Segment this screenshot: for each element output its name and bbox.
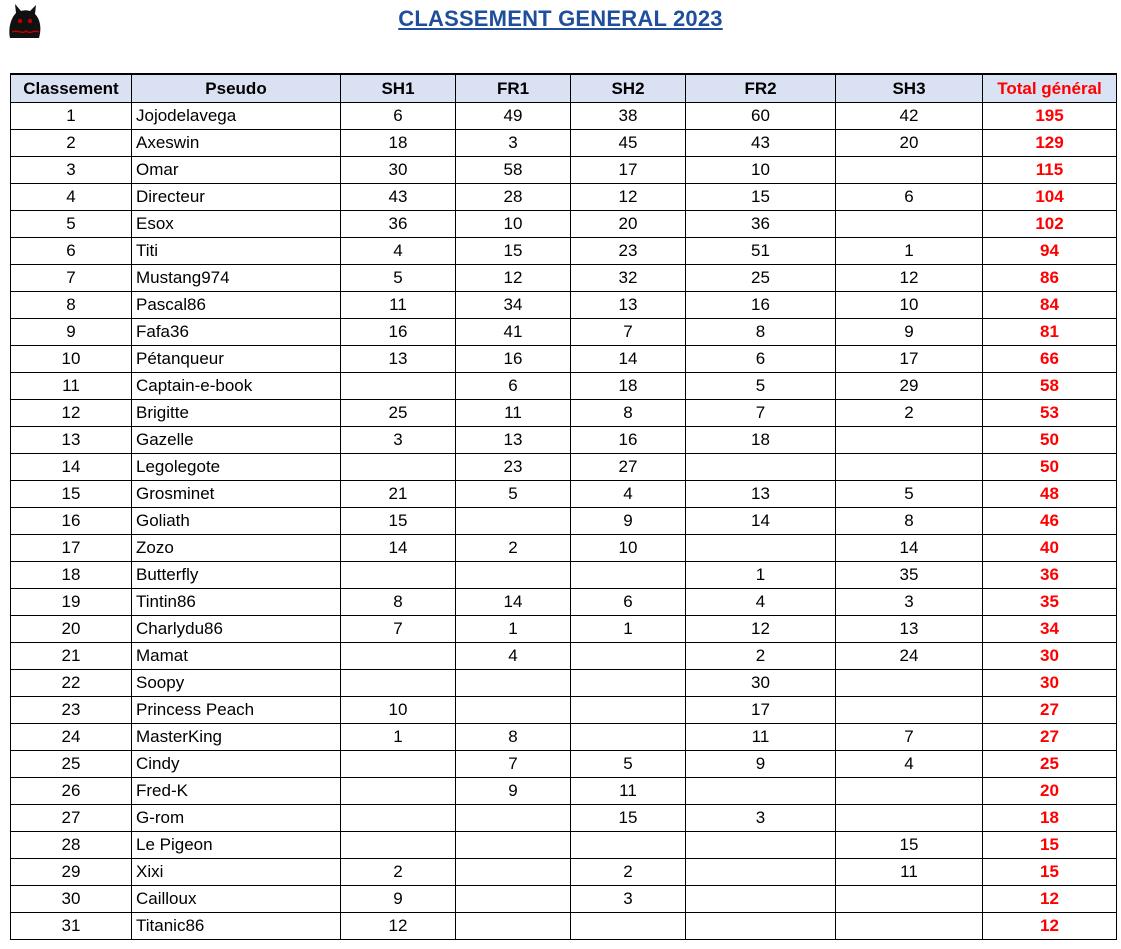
pseudo-cell: Tintin86 <box>132 589 341 616</box>
sh2-cell: 13 <box>571 292 686 319</box>
total-cell: 66 <box>983 346 1117 373</box>
sh2-cell: 5 <box>571 751 686 778</box>
sh1-cell <box>341 562 456 589</box>
sh3-cell <box>836 886 983 913</box>
fr1-cell <box>456 670 571 697</box>
table-row <box>11 130 1117 157</box>
sh2-cell: 14 <box>571 346 686 373</box>
fr2-cell: 3 <box>686 805 836 832</box>
rank-cell: 11 <box>11 373 132 400</box>
sh1-cell: 4 <box>341 238 456 265</box>
fr1-cell: 12 <box>456 265 571 292</box>
rank-cell: 2 <box>11 130 132 157</box>
pseudo-cell: Princess Peach <box>132 697 341 724</box>
pseudo-cell: Goliath <box>132 508 341 535</box>
table-header-row <box>11 74 1117 103</box>
sh3-cell: 7 <box>836 724 983 751</box>
rank-cell: 15 <box>11 481 132 508</box>
sh2-cell: 3 <box>571 886 686 913</box>
table-row <box>11 265 1117 292</box>
fr1-cell: 8 <box>456 724 571 751</box>
total-cell: 46 <box>983 508 1117 535</box>
table-row <box>11 589 1117 616</box>
sh3-cell: 1 <box>836 238 983 265</box>
sh1-cell: 7 <box>341 616 456 643</box>
pseudo-cell: Xixi <box>132 859 341 886</box>
sh2-cell: 9 <box>571 508 686 535</box>
table-row <box>11 643 1117 670</box>
pseudo-cell: Fred-K <box>132 778 341 805</box>
rank-cell: 10 <box>11 346 132 373</box>
fr1-cell <box>456 697 571 724</box>
fr2-cell: 51 <box>686 238 836 265</box>
sh2-cell <box>571 643 686 670</box>
sh3-cell: 4 <box>836 751 983 778</box>
sh3-cell <box>836 454 983 481</box>
sh3-cell <box>836 670 983 697</box>
pseudo-cell: Charlydu86 <box>132 616 341 643</box>
total-cell: 195 <box>983 103 1117 130</box>
sh2-cell: 4 <box>571 481 686 508</box>
sh3-cell: 3 <box>836 589 983 616</box>
sh2-cell <box>571 913 686 940</box>
fr2-cell: 18 <box>686 427 836 454</box>
total-cell: 25 <box>983 751 1117 778</box>
rank-cell: 6 <box>11 238 132 265</box>
fr1-cell <box>456 508 571 535</box>
total-cell: 15 <box>983 832 1117 859</box>
sh3-cell: 2 <box>836 400 983 427</box>
fr2-cell <box>686 886 836 913</box>
fr1-cell: 7 <box>456 751 571 778</box>
fr2-cell: 2 <box>686 643 836 670</box>
fr2-cell: 16 <box>686 292 836 319</box>
total-cell: 30 <box>983 670 1117 697</box>
rank-cell: 31 <box>11 913 132 940</box>
rank-cell: 28 <box>11 832 132 859</box>
pseudo-cell: Le Pigeon <box>132 832 341 859</box>
sh3-cell <box>836 805 983 832</box>
sh2-cell: 45 <box>571 130 686 157</box>
total-cell: 34 <box>983 616 1117 643</box>
sh2-cell: 38 <box>571 103 686 130</box>
pseudo-cell: Soopy <box>132 670 341 697</box>
fr1-cell <box>456 913 571 940</box>
table-row <box>11 670 1117 697</box>
sh1-cell: 25 <box>341 400 456 427</box>
fr2-cell <box>686 778 836 805</box>
rank-cell: 24 <box>11 724 132 751</box>
pseudo-cell: Zozo <box>132 535 341 562</box>
sh3-cell: 5 <box>836 481 983 508</box>
fr2-cell: 25 <box>686 265 836 292</box>
sh2-cell: 8 <box>571 400 686 427</box>
rank-cell: 13 <box>11 427 132 454</box>
sh3-cell: 14 <box>836 535 983 562</box>
pseudo-cell: Butterfly <box>132 562 341 589</box>
rank-cell: 30 <box>11 886 132 913</box>
header-fr1: FR1 <box>456 74 571 103</box>
rank-cell: 5 <box>11 211 132 238</box>
rank-cell: 22 <box>11 670 132 697</box>
rank-cell: 20 <box>11 616 132 643</box>
table-row <box>11 292 1117 319</box>
sh3-cell: 6 <box>836 184 983 211</box>
fr2-cell: 8 <box>686 319 836 346</box>
fr2-cell: 11 <box>686 724 836 751</box>
table-row <box>11 886 1117 913</box>
total-cell: 12 <box>983 886 1117 913</box>
table-row <box>11 913 1117 940</box>
total-cell: 84 <box>983 292 1117 319</box>
total-cell: 115 <box>983 157 1117 184</box>
sh3-cell: 24 <box>836 643 983 670</box>
header-sh2: SH2 <box>571 74 686 103</box>
fr1-cell: 3 <box>456 130 571 157</box>
fr1-cell: 15 <box>456 238 571 265</box>
total-cell: 20 <box>983 778 1117 805</box>
sh1-cell: 13 <box>341 346 456 373</box>
pseudo-cell: Mustang974 <box>132 265 341 292</box>
table-row <box>11 346 1117 373</box>
pseudo-cell: G-rom <box>132 805 341 832</box>
pseudo-cell: Legolegote <box>132 454 341 481</box>
sh3-cell: 15 <box>836 832 983 859</box>
sh2-cell: 12 <box>571 184 686 211</box>
fr2-cell: 43 <box>686 130 836 157</box>
total-cell: 104 <box>983 184 1117 211</box>
fr2-cell: 30 <box>686 670 836 697</box>
sh3-cell: 29 <box>836 373 983 400</box>
pseudo-cell: Omar <box>132 157 341 184</box>
pseudo-cell: Grosminet <box>132 481 341 508</box>
sh3-cell: 11 <box>836 859 983 886</box>
table-row <box>11 184 1117 211</box>
sh2-cell: 17 <box>571 157 686 184</box>
fr1-cell: 49 <box>456 103 571 130</box>
table-row <box>11 805 1117 832</box>
table-row <box>11 400 1117 427</box>
header-total-general: Total général <box>983 74 1117 103</box>
fr2-cell <box>686 859 836 886</box>
sh3-cell: 8 <box>836 508 983 535</box>
table-row <box>11 751 1117 778</box>
fr2-cell: 5 <box>686 373 836 400</box>
fr2-cell: 60 <box>686 103 836 130</box>
rank-cell: 29 <box>11 859 132 886</box>
sh1-cell <box>341 373 456 400</box>
total-cell: 36 <box>983 562 1117 589</box>
sh3-cell: 42 <box>836 103 983 130</box>
table-row <box>11 211 1117 238</box>
header-classement: Classement <box>11 74 132 103</box>
total-cell: 129 <box>983 130 1117 157</box>
fr1-cell: 28 <box>456 184 571 211</box>
fr2-cell: 13 <box>686 481 836 508</box>
sh1-cell <box>341 805 456 832</box>
rank-cell: 14 <box>11 454 132 481</box>
total-cell: 15 <box>983 859 1117 886</box>
sh3-cell: 12 <box>836 265 983 292</box>
fr1-cell: 1 <box>456 616 571 643</box>
sh1-cell: 14 <box>341 535 456 562</box>
rank-cell: 26 <box>11 778 132 805</box>
table-row <box>11 319 1117 346</box>
sh1-cell <box>341 832 456 859</box>
sh1-cell: 3 <box>341 427 456 454</box>
fr2-cell: 14 <box>686 508 836 535</box>
total-cell: 35 <box>983 589 1117 616</box>
fr1-cell <box>456 562 571 589</box>
fr1-cell: 13 <box>456 427 571 454</box>
sh2-cell: 27 <box>571 454 686 481</box>
total-cell: 50 <box>983 427 1117 454</box>
fr2-cell: 15 <box>686 184 836 211</box>
fr1-cell: 16 <box>456 346 571 373</box>
total-cell: 53 <box>983 400 1117 427</box>
pseudo-cell: Directeur <box>132 184 341 211</box>
fr2-cell <box>686 832 836 859</box>
fr1-cell: 10 <box>456 211 571 238</box>
fr2-cell: 6 <box>686 346 836 373</box>
table-row <box>11 373 1117 400</box>
pseudo-cell: Cindy <box>132 751 341 778</box>
sh2-cell <box>571 670 686 697</box>
table-row <box>11 832 1117 859</box>
total-cell: 102 <box>983 211 1117 238</box>
sh1-cell: 5 <box>341 265 456 292</box>
fr1-cell: 9 <box>456 778 571 805</box>
table-row <box>11 103 1117 130</box>
rank-cell: 19 <box>11 589 132 616</box>
pseudo-cell: Gazelle <box>132 427 341 454</box>
sh1-cell <box>341 751 456 778</box>
sh2-cell: 18 <box>571 373 686 400</box>
table-row <box>11 562 1117 589</box>
ranking-rows <box>11 103 1117 940</box>
fr2-cell: 36 <box>686 211 836 238</box>
fr2-cell: 12 <box>686 616 836 643</box>
fr1-cell: 58 <box>456 157 571 184</box>
table-row <box>11 481 1117 508</box>
sh1-cell <box>341 778 456 805</box>
fr1-cell <box>456 832 571 859</box>
ranking-table <box>10 73 1117 940</box>
total-cell: 40 <box>983 535 1117 562</box>
fr1-cell <box>456 886 571 913</box>
table-row <box>11 157 1117 184</box>
sh1-cell: 12 <box>341 913 456 940</box>
pseudo-cell: Pascal86 <box>132 292 341 319</box>
fr2-cell: 10 <box>686 157 836 184</box>
table-row <box>11 616 1117 643</box>
total-cell: 58 <box>983 373 1117 400</box>
sh2-cell <box>571 562 686 589</box>
sh2-cell: 2 <box>571 859 686 886</box>
sh3-cell <box>836 427 983 454</box>
fr2-cell: 1 <box>686 562 836 589</box>
sh1-cell: 43 <box>341 184 456 211</box>
total-cell: 27 <box>983 724 1117 751</box>
table-row <box>11 697 1117 724</box>
sh2-cell: 16 <box>571 427 686 454</box>
total-cell: 86 <box>983 265 1117 292</box>
sh3-cell: 17 <box>836 346 983 373</box>
rank-cell: 3 <box>11 157 132 184</box>
header-sh3: SH3 <box>836 74 983 103</box>
pseudo-cell: Axeswin <box>132 130 341 157</box>
fr1-cell: 6 <box>456 373 571 400</box>
rank-cell: 1 <box>11 103 132 130</box>
sh1-cell: 2 <box>341 859 456 886</box>
table-row <box>11 238 1117 265</box>
sh1-cell: 36 <box>341 211 456 238</box>
fr1-cell: 5 <box>456 481 571 508</box>
rank-cell: 25 <box>11 751 132 778</box>
fr1-cell: 4 <box>456 643 571 670</box>
fr1-cell: 23 <box>456 454 571 481</box>
fr1-cell <box>456 859 571 886</box>
pseudo-cell: Jojodelavega <box>132 103 341 130</box>
sh1-cell: 16 <box>341 319 456 346</box>
total-cell: 81 <box>983 319 1117 346</box>
table-row <box>11 724 1117 751</box>
sh1-cell: 1 <box>341 724 456 751</box>
rank-cell: 16 <box>11 508 132 535</box>
sh2-cell <box>571 832 686 859</box>
sh1-cell: 8 <box>341 589 456 616</box>
sh1-cell: 30 <box>341 157 456 184</box>
rank-cell: 21 <box>11 643 132 670</box>
total-cell: 50 <box>983 454 1117 481</box>
total-cell: 94 <box>983 238 1117 265</box>
sh3-cell <box>836 778 983 805</box>
sh1-cell: 15 <box>341 508 456 535</box>
sh2-cell: 23 <box>571 238 686 265</box>
rank-cell: 17 <box>11 535 132 562</box>
sh1-cell: 6 <box>341 103 456 130</box>
sh2-cell: 32 <box>571 265 686 292</box>
table-row <box>11 535 1117 562</box>
pseudo-cell: Brigitte <box>132 400 341 427</box>
sh3-cell: 9 <box>836 319 983 346</box>
total-cell: 48 <box>983 481 1117 508</box>
sh1-cell: 9 <box>341 886 456 913</box>
total-cell: 18 <box>983 805 1117 832</box>
sh1-cell <box>341 454 456 481</box>
sh1-cell: 10 <box>341 697 456 724</box>
pseudo-cell: Captain-e-book <box>132 373 341 400</box>
sh2-cell: 20 <box>571 211 686 238</box>
sh3-cell <box>836 211 983 238</box>
rank-cell: 7 <box>11 265 132 292</box>
fr1-cell <box>456 805 571 832</box>
table-row <box>11 427 1117 454</box>
sh3-cell: 20 <box>836 130 983 157</box>
rank-cell: 8 <box>11 292 132 319</box>
fr1-cell: 34 <box>456 292 571 319</box>
fr2-cell <box>686 454 836 481</box>
rank-cell: 27 <box>11 805 132 832</box>
sh2-cell: 1 <box>571 616 686 643</box>
sh2-cell: 7 <box>571 319 686 346</box>
table-row <box>11 778 1117 805</box>
fr1-cell: 41 <box>456 319 571 346</box>
fr1-cell: 2 <box>456 535 571 562</box>
total-cell: 27 <box>983 697 1117 724</box>
header-sh1: SH1 <box>341 74 456 103</box>
sh2-cell: 15 <box>571 805 686 832</box>
sh1-cell: 21 <box>341 481 456 508</box>
fr2-cell: 9 <box>686 751 836 778</box>
rank-cell: 4 <box>11 184 132 211</box>
pseudo-cell: Titanic86 <box>132 913 341 940</box>
sh3-cell <box>836 157 983 184</box>
sh1-cell <box>341 643 456 670</box>
fr1-cell: 11 <box>456 400 571 427</box>
header-pseudo: Pseudo <box>132 74 341 103</box>
sh3-cell: 13 <box>836 616 983 643</box>
pseudo-cell: Mamat <box>132 643 341 670</box>
sh3-cell <box>836 913 983 940</box>
sh1-cell: 11 <box>341 292 456 319</box>
fr2-cell <box>686 913 836 940</box>
sh3-cell: 35 <box>836 562 983 589</box>
pseudo-cell: Fafa36 <box>132 319 341 346</box>
pseudo-cell: Cailloux <box>132 886 341 913</box>
fr2-cell: 17 <box>686 697 836 724</box>
sh1-cell <box>341 670 456 697</box>
fr1-cell: 14 <box>456 589 571 616</box>
pseudo-cell: MasterKing <box>132 724 341 751</box>
table-row <box>11 508 1117 535</box>
total-cell: 30 <box>983 643 1117 670</box>
header-fr2: FR2 <box>686 74 836 103</box>
sh2-cell: 11 <box>571 778 686 805</box>
fr2-cell: 4 <box>686 589 836 616</box>
table-row <box>11 859 1117 886</box>
pseudo-cell: Pétanqueur <box>132 346 341 373</box>
rank-cell: 23 <box>11 697 132 724</box>
pseudo-cell: Esox <box>132 211 341 238</box>
sh2-cell: 10 <box>571 535 686 562</box>
total-cell: 12 <box>983 913 1117 940</box>
sh3-cell: 10 <box>836 292 983 319</box>
sh1-cell: 18 <box>341 130 456 157</box>
sh2-cell <box>571 724 686 751</box>
sh2-cell <box>571 697 686 724</box>
page-title: CLASSEMENT GENERAL 2023 <box>398 6 723 31</box>
pseudo-cell: Titi <box>132 238 341 265</box>
table-row <box>11 454 1117 481</box>
fr2-cell <box>686 535 836 562</box>
rank-cell: 9 <box>11 319 132 346</box>
fr2-cell: 7 <box>686 400 836 427</box>
rank-cell: 18 <box>11 562 132 589</box>
sh3-cell <box>836 697 983 724</box>
rank-cell: 12 <box>11 400 132 427</box>
sh2-cell: 6 <box>571 589 686 616</box>
